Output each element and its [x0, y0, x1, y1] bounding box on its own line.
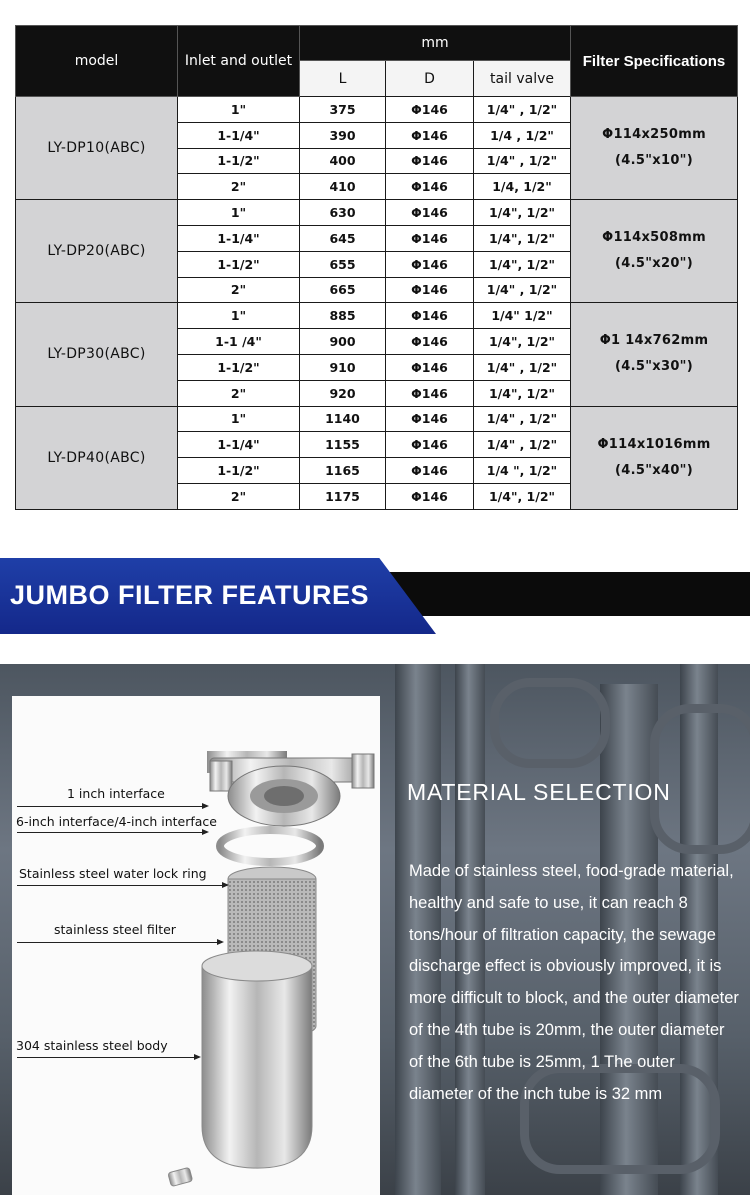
tail-valve-cell: 1/4", 1/2" [474, 483, 571, 509]
header-length: L [300, 61, 386, 97]
inlet-cell: 1-1 /4" [178, 329, 300, 355]
header-mm: mm [300, 26, 571, 61]
tail-valve-cell: 1/4" , 1/2" [474, 406, 571, 432]
inlet-cell: 1" [178, 200, 300, 226]
label-stainless-filter: stainless steel filter [54, 922, 176, 937]
length-cell: 920 [300, 380, 386, 406]
background-pipe [490, 678, 610, 768]
tail-valve-cell: 1/4 , 1/2" [474, 122, 571, 148]
label-1-inch-interface: 1 inch interface [67, 786, 165, 801]
filter-spec-inches: (4.5"x40") [615, 462, 693, 478]
length-cell: 885 [300, 303, 386, 329]
diameter-cell: Φ146 [386, 122, 474, 148]
tail-valve-cell: 1/4", 1/2" [474, 225, 571, 251]
inlet-cell: 1-1/4" [178, 432, 300, 458]
length-cell: 655 [300, 251, 386, 277]
length-cell: 910 [300, 354, 386, 380]
label-6-4-inch-interface: 6-inch interface/4-inch interface [16, 814, 217, 829]
tail-valve-cell: 1/4", 1/2" [474, 251, 571, 277]
diameter-cell: Φ146 [386, 329, 474, 355]
table-row [16, 406, 738, 432]
filter-spec-inches: (4.5"x10") [615, 153, 693, 169]
leader-arrow [17, 806, 207, 807]
tail-valve-cell: 1/4", 1/2" [474, 200, 571, 226]
leader-arrow [17, 832, 207, 833]
inlet-cell: 2" [178, 277, 300, 303]
label-lock-ring: Stainless steel water lock ring [19, 866, 207, 881]
inlet-cell: 1-1/4" [178, 225, 300, 251]
filter-spec-cell [571, 200, 738, 303]
diameter-cell: Φ146 [386, 483, 474, 509]
features-banner [0, 558, 750, 634]
model-cell: LY-DP20(ABC) [16, 200, 178, 303]
filter-spec-cell [571, 303, 738, 406]
filter-spec-size: Φ1 14x762mm [599, 333, 709, 349]
table-row [16, 303, 738, 329]
diameter-cell: Φ146 [386, 174, 474, 200]
filter-exploded-illustration [12, 696, 380, 1195]
diameter-cell: Φ146 [386, 251, 474, 277]
filter-spec-cell [571, 406, 738, 509]
tail-valve-cell: 1/4 ", 1/2" [474, 458, 571, 484]
length-cell: 665 [300, 277, 386, 303]
filter-spec-size: Φ114x250mm [602, 127, 706, 143]
inlet-cell: 1-1/2" [178, 251, 300, 277]
material-selection-title: MATERIAL SELECTION [407, 779, 671, 805]
material-selection-body: Made of stainless steel, food-grade material, healthy and safe to use, it can reach 8 tons/hour of filtration capacity, the sewage discharge effect is obviously improved, it is more difficult to block, and the outer diameter of the 4th tube is 20mm, the outer diameter of the 6th tube is 25mm, 1 The outer diameter of the inch tube is 32 mm [409, 862, 739, 1103]
diameter-cell: Φ146 [386, 406, 474, 432]
inlet-cell: 1-1/2" [178, 148, 300, 174]
feature-panel [0, 664, 750, 1195]
length-cell: 1165 [300, 458, 386, 484]
model-cell: LY-DP30(ABC) [16, 303, 178, 406]
diameter-cell: Φ146 [386, 97, 474, 123]
filter-head [207, 751, 374, 826]
label-steel-body: 304 stainless steel body [16, 1038, 168, 1053]
specification-table [15, 25, 738, 510]
diameter-cell: Φ146 [386, 200, 474, 226]
inlet-cell: 1" [178, 406, 300, 432]
length-cell: 1155 [300, 432, 386, 458]
inlet-cell: 2" [178, 483, 300, 509]
filter-spec-cell [571, 97, 738, 200]
filter-spec-size: Φ114x508mm [602, 230, 706, 246]
tail-valve-cell: 1/4", 1/2" [474, 380, 571, 406]
diameter-cell: Φ146 [386, 380, 474, 406]
diameter-cell: Φ146 [386, 303, 474, 329]
header-inlet-outlet: Inlet and outlet [178, 26, 300, 97]
inlet-cell: 1-1/2" [178, 458, 300, 484]
header-filter-specifications: Filter Specifications [571, 26, 738, 97]
inlet-cell: 1-1/2" [178, 354, 300, 380]
tail-valve-cell: 1/4", 1/2" [474, 329, 571, 355]
model-cell: LY-DP40(ABC) [16, 406, 178, 509]
diameter-cell: Φ146 [386, 458, 474, 484]
diameter-cell: Φ146 [386, 277, 474, 303]
lock-ring [220, 830, 320, 862]
diameter-cell: Φ146 [386, 432, 474, 458]
table-row [16, 97, 738, 123]
length-cell: 1175 [300, 483, 386, 509]
inlet-cell: 2" [178, 174, 300, 200]
header-diameter: D [386, 61, 474, 97]
banner-title: JUMBO FILTER FEATURES [10, 580, 369, 610]
header-model: model [16, 26, 178, 97]
length-cell: 630 [300, 200, 386, 226]
model-cell: LY-DP10(ABC) [16, 97, 178, 200]
leader-arrow [17, 885, 227, 886]
tail-valve-cell: 1/4" , 1/2" [474, 148, 571, 174]
tail-valve-cell: 1/4" , 1/2" [474, 432, 571, 458]
length-cell: 900 [300, 329, 386, 355]
length-cell: 645 [300, 225, 386, 251]
length-cell: 410 [300, 174, 386, 200]
length-cell: 1140 [300, 406, 386, 432]
leader-arrow [17, 1057, 199, 1058]
length-cell: 390 [300, 122, 386, 148]
header-tail-valve: tail valve [474, 61, 571, 97]
diameter-cell: Φ146 [386, 225, 474, 251]
inlet-cell: 1" [178, 97, 300, 123]
tail-valve-cell: 1/4" 1/2" [474, 303, 571, 329]
tail-valve-cell: 1/4" , 1/2" [474, 354, 571, 380]
tail-valve-cell: 1/4" , 1/2" [474, 97, 571, 123]
filter-body [168, 951, 312, 1187]
tail-valve-cell: 1/4, 1/2" [474, 174, 571, 200]
inlet-cell: 1" [178, 303, 300, 329]
leader-arrow [17, 942, 222, 943]
diameter-cell: Φ146 [386, 148, 474, 174]
filter-spec-inches: (4.5"x30") [615, 359, 693, 375]
inlet-cell: 1-1/4" [178, 122, 300, 148]
filter-spec-inches: (4.5"x20") [615, 256, 693, 272]
length-cell: 375 [300, 97, 386, 123]
length-cell: 400 [300, 148, 386, 174]
tail-valve-cell: 1/4" , 1/2" [474, 277, 571, 303]
filter-spec-size: Φ114x1016mm [597, 436, 711, 452]
table-row [16, 200, 738, 226]
product-diagram [12, 696, 380, 1195]
diameter-cell: Φ146 [386, 354, 474, 380]
inlet-cell: 2" [178, 380, 300, 406]
